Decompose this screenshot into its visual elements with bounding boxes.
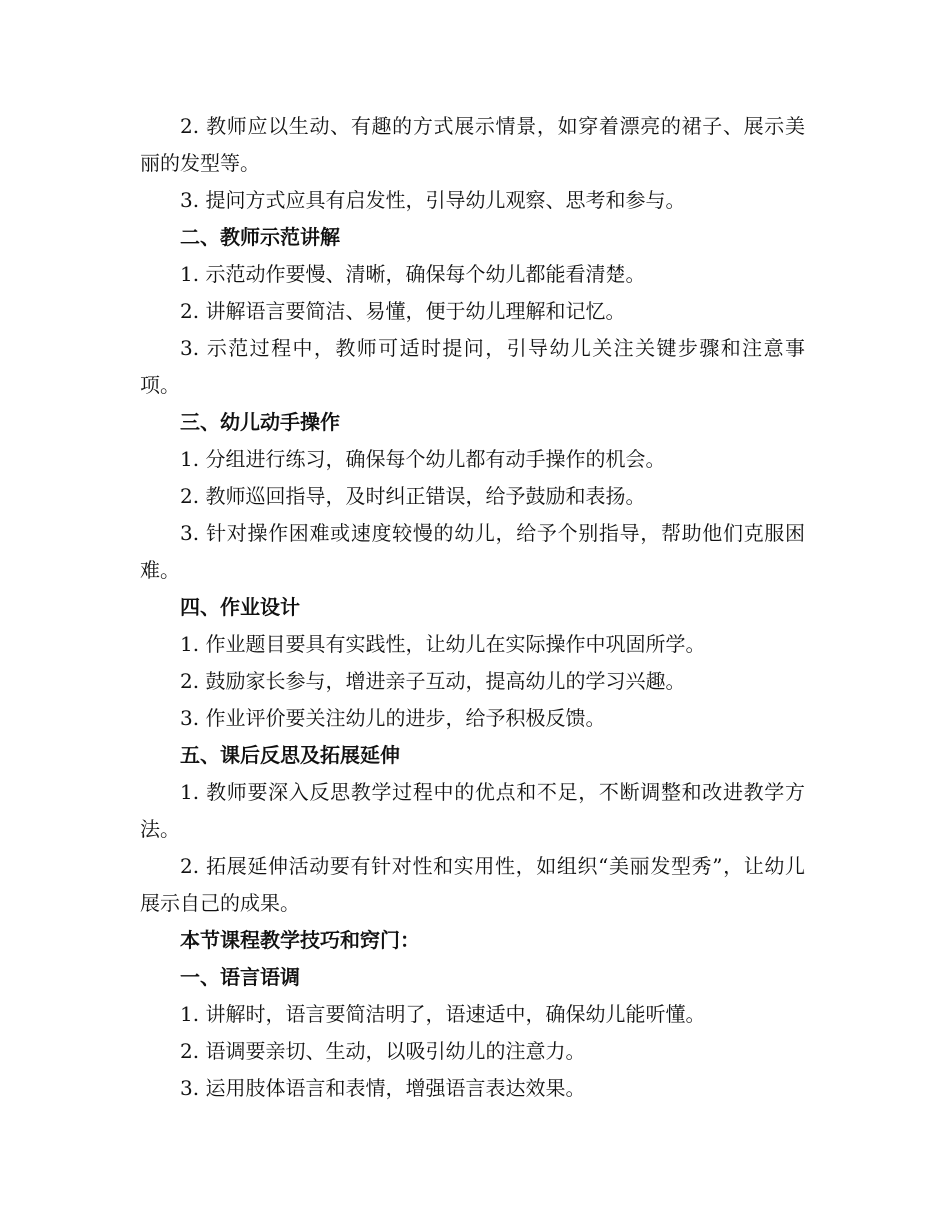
paragraph: 1. 讲解时，语言要简洁明了，语速适中，确保幼儿能听懂。 <box>180 1002 706 1026</box>
paragraph: 2. 教师应以生动、有趣的方式展示情景，如穿着漂亮的裙子、展示美丽的发型等。 <box>140 114 805 175</box>
section-heading: 三、幼儿动手操作 <box>180 410 340 434</box>
paragraph: 2. 讲解语言要简洁、易懂，便于幼儿理解和记忆。 <box>180 299 626 323</box>
paragraph: 2. 鼓励家长参与，增进亲子互动，提高幼儿的学习兴趣。 <box>180 669 686 693</box>
paragraph: 1. 教师要深入反思教学过程中的优点和不足，不断调整和改进教学方法。 <box>140 780 805 841</box>
section-heading: 二、教师示范讲解 <box>180 225 340 249</box>
paragraph: 1. 分组进行练习，确保每个幼儿都有动手操作的机会。 <box>180 447 666 471</box>
paragraph: 1. 作业题目要具有实践性，让幼儿在实际操作中巩固所学。 <box>180 632 706 656</box>
paragraph: 3. 针对操作困难或速度较慢的幼儿，给予个别指导，帮助他们克服困难。 <box>140 521 805 582</box>
paragraph: 2. 语调要亲切、生动，以吸引幼儿的注意力。 <box>180 1039 586 1063</box>
paragraph: 3. 作业评价要关注幼儿的进步，给予积极反馈。 <box>180 706 606 730</box>
section-heading: 一、语言语调 <box>180 965 300 989</box>
paragraph: 2. 拓展延伸活动要有针对性和实用性，如组织“美丽发型秀”，让幼儿展示自己的成果。 <box>140 854 805 915</box>
section-heading: 四、作业设计 <box>180 595 300 619</box>
document-body <box>140 108 805 1107</box>
paragraph: 1. 示范动作要慢、清晰，确保每个幼儿都能看清楚。 <box>180 262 646 286</box>
section-heading: 五、课后反思及拓展延伸 <box>180 743 400 767</box>
section-heading: 本节课程教学技巧和窍门： <box>180 928 420 952</box>
paragraph: 3. 示范过程中，教师可适时提问，引导幼儿关注关键步骤和注意事项。 <box>140 336 805 397</box>
paragraph: 3. 提问方式应具有启发性，引导幼儿观察、思考和参与。 <box>180 188 686 212</box>
paragraph: 2. 教师巡回指导，及时纠正错误，给予鼓励和表扬。 <box>180 484 646 508</box>
paragraph: 3. 运用肢体语言和表情，增强语言表达效果。 <box>180 1076 586 1100</box>
